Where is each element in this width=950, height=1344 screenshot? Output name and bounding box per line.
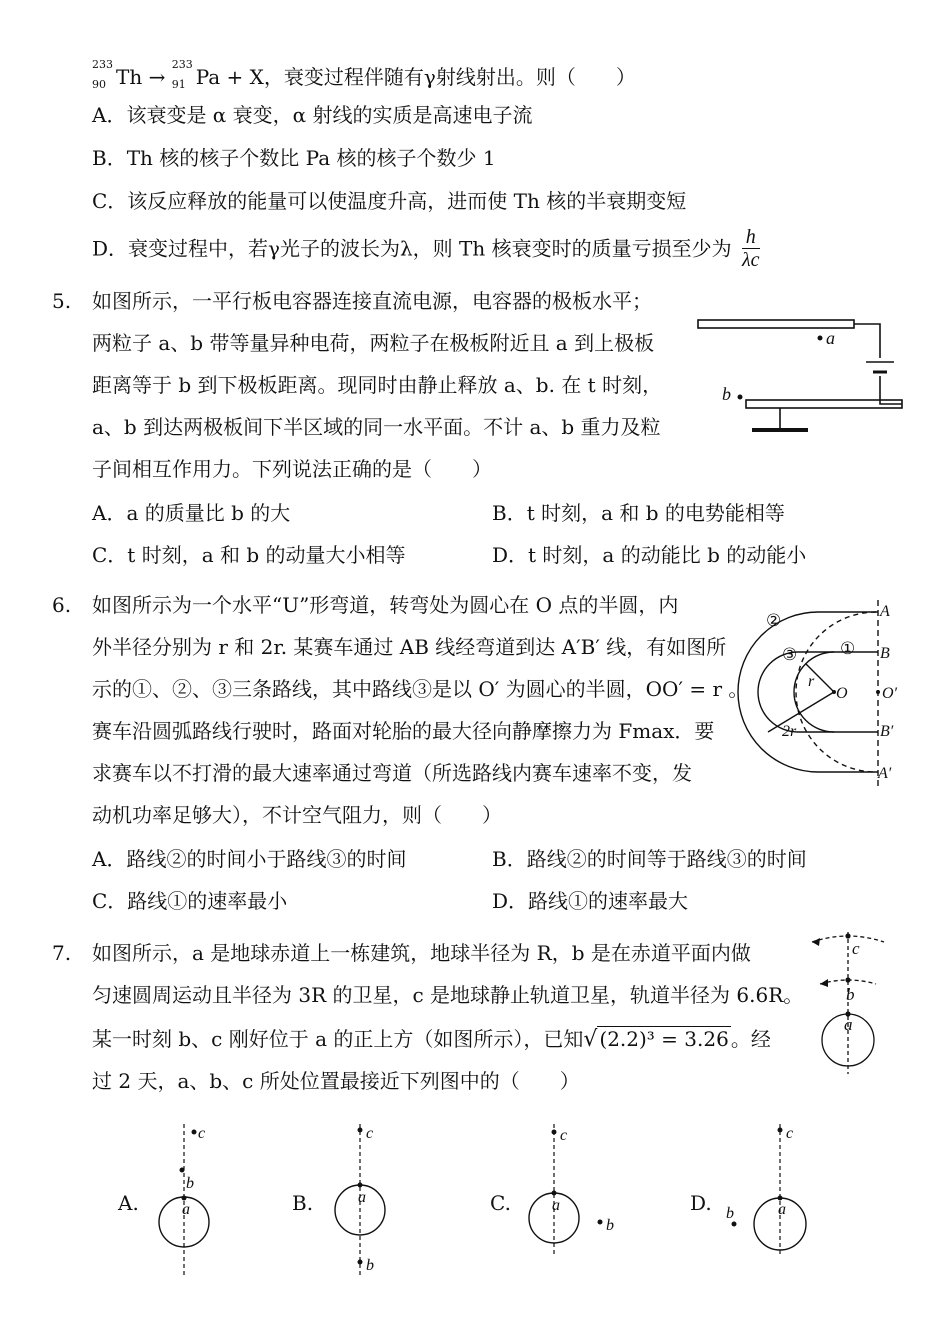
- label-B-prime: B′: [880, 723, 894, 740]
- label-c: c: [560, 1127, 568, 1144]
- q6-option-a: A．路线②的时间小于路线③的时间: [92, 847, 407, 871]
- sat-c: [552, 1130, 557, 1135]
- q5-line-2: 两粒子 a、b 带等量异种电荷，两粒子在极板附近且 a 到上极板: [92, 331, 655, 355]
- q7-line-3: [92, 1026, 771, 1053]
- label-c: c: [198, 1125, 206, 1142]
- q5-option-d: D．t 时刻，a 的动能比 b 的动能小: [492, 543, 807, 567]
- q4-option-d-text: D．衰变过程中，若γ光子的波长为λ，则 Th 核衰变时的质量亏损至少为: [92, 236, 732, 261]
- pa-mass: 233: [171, 58, 193, 71]
- outer-track: [738, 612, 878, 772]
- q5-option-a: A．a 的质量比 b 的大: [92, 501, 291, 525]
- q5-option-b: B．t 时刻，a 和 b 的电势能相等: [492, 501, 785, 525]
- sat-c: [778, 1128, 783, 1133]
- q7-option-a-figure: [150, 1120, 220, 1280]
- q6-option-b: B．路线②的时间等于路线③的时间: [492, 847, 807, 871]
- q7-option-b-label: B.: [292, 1191, 314, 1215]
- q6-line-3: 示的①、②、③三条路线，其中路线③是以 O′ 为圆心的半圆，OO′ = r 。: [92, 677, 749, 701]
- sat-b: [180, 1168, 185, 1173]
- q7-option-d-figure: [720, 1120, 820, 1260]
- label-c: c: [786, 1125, 794, 1142]
- q4-equation: [92, 58, 636, 90]
- q7-number: 7.: [52, 941, 72, 965]
- particle-b: [738, 395, 743, 400]
- building-a: [358, 1183, 363, 1188]
- label-c: c: [852, 939, 860, 958]
- building-a: [552, 1191, 557, 1196]
- q6-number: 6.: [52, 593, 72, 617]
- fraction-denominator: λc: [741, 249, 760, 271]
- q4-option-a: A．该衰变是 α 衰变，α 射线的实质是高速电子流: [92, 103, 533, 127]
- q4-option-c: C．该反应释放的能量可以使温度升高，进而使 Th 核的半衰期变短: [92, 189, 687, 213]
- pa-symbol: Pa + X: [195, 65, 264, 89]
- q5-line-3: 距离等于 b 到下极板距离。现同时由静止释放 a、b. 在 t 时刻，: [92, 373, 663, 397]
- label-b: b: [366, 1257, 374, 1274]
- q4-option-d: [92, 226, 760, 278]
- sat-b: [358, 1260, 363, 1265]
- building-a: [182, 1196, 187, 1201]
- label-2r: 2r: [782, 723, 797, 740]
- q6-line-4: 赛车沿圆弧路线行驶时，路面对轮胎的最大径向静摩擦力为 Fmax．要: [92, 719, 715, 743]
- q5-line-4: a、b 到达两极板间下半区域的同一水平面。不计 a、b 重力及粒: [92, 415, 661, 439]
- th-symbol: Th: [116, 65, 143, 89]
- label-b: b: [722, 384, 731, 404]
- q7-option-c-label: C.: [490, 1191, 511, 1215]
- label-O: O: [836, 685, 848, 702]
- q7-option-a-label: A.: [118, 1191, 139, 1215]
- label-a: a: [826, 328, 835, 348]
- sat-b: [845, 977, 850, 982]
- wire-top: [854, 324, 880, 358]
- q7-line-2: 匀速圆周运动且半径为 3R 的卫星，c 是地球静止轨道卫星，轨道半径为 6.6R。: [92, 983, 804, 1007]
- label-a: a: [182, 1201, 190, 1218]
- label-b: b: [846, 985, 855, 1004]
- building-a: [778, 1196, 783, 1201]
- label-route-3: ③: [782, 645, 798, 664]
- label-B: B: [880, 645, 890, 662]
- u-curve-figure: [748, 596, 908, 796]
- q6-line-1: 如图所示为一个水平“U”形弯道，转弯处为圆心在 O 点的半圆，内: [92, 593, 679, 617]
- q4-fraction: [742, 226, 760, 271]
- label-b: b: [186, 1175, 194, 1192]
- pa-z: 91: [171, 78, 186, 91]
- upper-plate: [698, 320, 854, 328]
- label-b: b: [606, 1217, 614, 1234]
- q5-option-c: C．t 时刻，a 和 b 的动量大小相等: [92, 543, 406, 567]
- th-z: 90: [92, 78, 106, 91]
- label-route-1: ①: [840, 639, 856, 658]
- label-a: a: [844, 1015, 853, 1034]
- sqrt-icon: √: [583, 1027, 598, 1052]
- q4-stem: ，衰变过程伴随有γ射线射出。则（ ）: [263, 65, 636, 89]
- sat-c: [192, 1130, 197, 1135]
- label-r: r: [808, 673, 815, 690]
- center-o-prime: [876, 690, 880, 694]
- label-A-prime: A′: [878, 765, 892, 782]
- radius-2r: [768, 692, 834, 732]
- q6-line-2: 外半径分别为 r 和 2r. 某赛车通过 AB 线经弯道到达 A′B′ 线，有如图所: [92, 635, 727, 659]
- label-b: b: [726, 1205, 734, 1222]
- q7-option-c-figure: [520, 1120, 630, 1260]
- q5-line-1: 如图所示，一平行板电容器连接直流电源，电容器的极板水平；: [92, 289, 652, 313]
- label-a: a: [778, 1201, 786, 1218]
- fraction-numerator: h: [742, 226, 760, 249]
- sat-b: [732, 1222, 737, 1227]
- orbit-figure: [808, 928, 888, 1078]
- label-O-prime: O′: [882, 685, 898, 702]
- q5-line-5: 子间相互作用力。下列说法正确的是（ ）: [92, 457, 492, 481]
- q5-number: 5.: [52, 289, 72, 313]
- q7-line-3-text: 某一时刻 b、c 刚好位于 a 的正上方（如图所示），已知: [92, 1027, 584, 1051]
- q7-line-4: 过 2 天，a、b、c 所处位置最接近下列图中的（ ）: [92, 1069, 580, 1093]
- lower-plate: [746, 400, 902, 408]
- q4-option-b: B．Th 核的核子个数比 Pa 核的核子个数少 1: [92, 146, 496, 170]
- sat-c: [845, 933, 850, 938]
- label-a: a: [552, 1197, 560, 1214]
- q7-line-1: 如图所示，a 是地球赤道上一栋建筑，地球半径为 R，b 是在赤道平面内做: [92, 941, 751, 965]
- q6-line-5: 求赛车以不打滑的最大速率通过弯道（所选路线内赛车速率不变，发: [92, 761, 692, 785]
- q7-option-d-label: D.: [690, 1191, 712, 1215]
- q6-line-6: 动机功率足够大），不计空气阻力，则（ ）: [92, 803, 502, 827]
- label-c: c: [366, 1125, 374, 1142]
- q6-option-d: D．路线①的速率最大: [492, 889, 689, 913]
- q7-option-b-figure: [326, 1120, 396, 1280]
- particle-a: [818, 336, 823, 341]
- arrow: →: [148, 65, 166, 89]
- q7-after-sqrt: 。经: [730, 1027, 771, 1051]
- sat-c: [358, 1128, 363, 1133]
- label-route-2: ②: [766, 611, 782, 630]
- label-a: a: [358, 1189, 366, 1206]
- label-A: A: [880, 603, 890, 620]
- sqrt-expression: (2.2)³ = 3.26: [599, 1027, 729, 1051]
- sat-b: [598, 1220, 603, 1225]
- th-mass: 233: [92, 58, 113, 71]
- capacitor-figure: [690, 300, 900, 460]
- route-3: [758, 652, 834, 732]
- arrow-c-icon: [812, 938, 820, 946]
- q6-option-c: C．路线①的速率最小: [92, 889, 288, 913]
